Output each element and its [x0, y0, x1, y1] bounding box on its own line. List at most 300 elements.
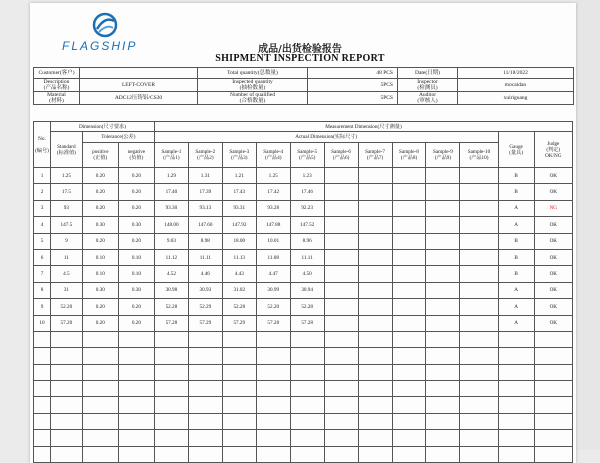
empty-cell — [82, 446, 118, 462]
sample-header-2 — [188, 143, 222, 168]
sample-2-value: 17.39 — [188, 184, 222, 200]
empty-cell — [34, 331, 51, 347]
standard-value: 52.20 — [50, 299, 82, 315]
sample-4-value: 11.08 — [256, 249, 290, 265]
sample-label-cn: (产品6) — [332, 155, 350, 161]
no-label: No. — [38, 135, 46, 142]
standard-value: 11 — [50, 249, 82, 265]
report-title-cn: 成品/出货检验报告 — [258, 44, 342, 55]
sample-label: Sample-1 — [161, 149, 182, 155]
positive-tol: 0.20 — [82, 184, 118, 200]
empty-cell — [426, 364, 460, 380]
empty-cell — [324, 381, 358, 397]
empty-cell — [534, 397, 572, 413]
empty-cell — [534, 430, 572, 446]
empty-cell — [188, 364, 222, 380]
sample-7-value — [358, 266, 392, 282]
sample-3-value: 11.13 — [222, 249, 256, 265]
negative-tol: 0.30 — [118, 217, 154, 233]
empty-cell — [50, 397, 82, 413]
empty-cell — [324, 348, 358, 364]
empty-cell — [222, 331, 256, 347]
sample-1-value: 30.98 — [154, 282, 188, 298]
empty-cell — [534, 446, 572, 462]
judge-value: OK — [534, 184, 572, 200]
header-row-customer — [34, 68, 574, 79]
empty-cell — [358, 381, 392, 397]
sample-1-value: 11.12 — [154, 249, 188, 265]
gauge-value: B — [498, 249, 534, 265]
no-header — [34, 122, 51, 168]
sample-label: Sample-2 — [195, 149, 216, 155]
sample-5-value: 57.28 — [290, 315, 324, 331]
empty-cell — [222, 446, 256, 462]
positive-tol: 0.10 — [82, 249, 118, 265]
sample-4-value: 4.47 — [256, 266, 290, 282]
empty-cell — [118, 413, 154, 429]
table-row — [34, 315, 573, 331]
empty-cell — [460, 446, 498, 462]
standard-value: 93 — [50, 200, 82, 216]
background-edge — [576, 0, 600, 450]
row-no: 3 — [34, 200, 51, 216]
empty-cell — [324, 364, 358, 380]
empty-cell — [392, 381, 426, 397]
standard-value: 4.5 — [50, 266, 82, 282]
empty-cell — [34, 446, 51, 462]
empty-cell — [358, 446, 392, 462]
empty-cell — [222, 413, 256, 429]
empty-cell — [34, 381, 51, 397]
empty-cell — [392, 331, 426, 347]
sample-6-value — [324, 168, 358, 184]
gauge-value: A — [498, 200, 534, 216]
sample-5-value: 147.52 — [290, 217, 324, 233]
sample-label-cn: (产品1) — [163, 155, 180, 161]
row-no: 8 — [34, 282, 51, 298]
empty-cell — [290, 413, 324, 429]
table-row — [34, 430, 573, 446]
sample-7-value — [358, 217, 392, 233]
table-row — [34, 168, 573, 184]
sample-label-cn: (产品9) — [434, 155, 452, 161]
qualified-label-cn: (合格数量) — [239, 98, 266, 104]
sample-1-value: 9.03 — [154, 233, 188, 249]
empty-cell — [34, 364, 51, 380]
empty-cell — [460, 348, 498, 364]
empty-cell — [222, 381, 256, 397]
sample-2-value: 147.60 — [188, 217, 222, 233]
gauge-value: B — [498, 233, 534, 249]
sample-header-9 — [426, 143, 460, 168]
negative-tol: 0.20 — [118, 233, 154, 249]
inspector-label-cn: (检测员) — [417, 85, 438, 91]
sample-7-value — [358, 233, 392, 249]
sample-10-value — [460, 282, 498, 298]
positive-tol: 0.10 — [82, 266, 118, 282]
empty-cell — [498, 446, 534, 462]
sample-label: Sample-5 — [297, 149, 318, 155]
empty-cell — [534, 413, 572, 429]
sample-header-3 — [222, 143, 256, 168]
row-no: 10 — [34, 315, 51, 331]
empty-cell — [290, 381, 324, 397]
empty-cell — [392, 397, 426, 413]
empty-cell — [50, 381, 82, 397]
table-header-row-2 — [34, 132, 573, 143]
empty-cell — [358, 331, 392, 347]
sample-8-value — [392, 184, 426, 200]
gauge-value: A — [498, 299, 534, 315]
sample-3-value: 17.43 — [222, 184, 256, 200]
sample-8-value — [392, 266, 426, 282]
empty-cell — [82, 413, 118, 429]
judge-value: OK — [534, 266, 572, 282]
tolerance-header: Tolerance(公差) — [82, 132, 154, 143]
sample-10-value — [460, 233, 498, 249]
sample-3-value: 18.00 — [222, 233, 256, 249]
empty-cell — [498, 331, 534, 347]
empty-cell — [188, 430, 222, 446]
sample-6-value — [324, 266, 358, 282]
empty-cell — [534, 348, 572, 364]
empty-cell — [290, 331, 324, 347]
empty-cell — [118, 331, 154, 347]
row-no: 5 — [34, 233, 51, 249]
empty-cell — [82, 364, 118, 380]
sample-1-value: 17.40 — [154, 184, 188, 200]
table-row — [34, 217, 573, 233]
sample-1-value: 1.29 — [154, 168, 188, 184]
sample-label-cn: (产品7) — [366, 155, 384, 161]
sample-2-value: 4.46 — [188, 266, 222, 282]
customer-label: Customer(客户) — [34, 68, 80, 79]
judge-header — [534, 132, 572, 168]
sample-9-value — [426, 315, 460, 331]
empty-cell — [358, 397, 392, 413]
sample-6-value — [324, 282, 358, 298]
empty-cell — [534, 381, 572, 397]
standard-value: 17.5 — [50, 184, 82, 200]
empty-cell — [154, 364, 188, 380]
sample-header-1 — [154, 143, 188, 168]
negative-header — [118, 143, 154, 168]
judge-label-cn: (判定) — [546, 146, 561, 153]
standard-label: Standard — [57, 143, 76, 150]
sample-header-6 — [324, 143, 358, 168]
row-no: 7 — [34, 266, 51, 282]
sample-9-value — [426, 249, 460, 265]
sample-1-value: 4.52 — [154, 266, 188, 282]
empty-cell — [392, 348, 426, 364]
empty-cell — [82, 430, 118, 446]
sample-5-value: 1.23 — [290, 168, 324, 184]
sample-3-value: 52.28 — [222, 299, 256, 315]
sample-8-value — [392, 282, 426, 298]
inspector-label: Inspector — [417, 79, 438, 85]
empty-cell — [358, 364, 392, 380]
auditor-label-cn: (审核人) — [417, 98, 438, 104]
empty-cell — [50, 348, 82, 364]
auditor-label: Auditor — [418, 92, 437, 98]
sample-4-value: 30.99 — [256, 282, 290, 298]
empty-cell — [222, 364, 256, 380]
empty-cell — [118, 348, 154, 364]
sample-6-value — [324, 299, 358, 315]
inspector-value: mocaidan — [458, 79, 574, 92]
empty-cell — [34, 430, 51, 446]
sample-2-value: 30.93 — [188, 282, 222, 298]
empty-cell — [256, 430, 290, 446]
empty-cell — [154, 381, 188, 397]
sample-1-value: 93.30 — [154, 200, 188, 216]
negative-tol: 0.10 — [118, 266, 154, 282]
sample-6-value — [324, 315, 358, 331]
table-row — [34, 381, 573, 397]
empty-cell — [188, 381, 222, 397]
gauge-header — [498, 132, 534, 168]
sample-3-value: 31.02 — [222, 282, 256, 298]
empty-cell — [392, 430, 426, 446]
empty-cell — [256, 348, 290, 364]
sample-8-value — [392, 299, 426, 315]
negative-tol: 0.20 — [118, 184, 154, 200]
sample-6-value — [324, 249, 358, 265]
inspected-qty-label-cell — [198, 79, 308, 92]
empty-cell — [222, 397, 256, 413]
sample-label-cn: (产品10) — [469, 155, 489, 161]
empty-cell — [154, 430, 188, 446]
empty-cell — [222, 348, 256, 364]
negative-tol: 0.20 — [118, 315, 154, 331]
empty-cell — [358, 413, 392, 429]
negative-label-cn: (负值) — [129, 155, 144, 161]
empty-cell — [426, 413, 460, 429]
table-row — [34, 413, 573, 429]
judge-label: Judge — [547, 140, 560, 147]
sample-label: Sample-9 — [432, 149, 453, 155]
sample-label-cn: (产品2) — [197, 155, 214, 161]
sample-1-value: 148.00 — [154, 217, 188, 233]
sample-3-value: 1.21 — [222, 168, 256, 184]
sample-8-value — [392, 233, 426, 249]
table-row — [34, 299, 573, 315]
sample-label: Sample-7 — [365, 149, 385, 155]
empty-cell — [534, 364, 572, 380]
empty-cell — [118, 381, 154, 397]
report-title-en: SHIPMENT INSPECTION REPORT — [215, 53, 385, 64]
total-qty-label: Total quantity(总数量) — [198, 68, 308, 79]
inspected-qty-label: Inspected quantity — [232, 79, 273, 85]
empty-cell — [498, 397, 534, 413]
empty-cell — [188, 331, 222, 347]
table-row — [34, 233, 573, 249]
positive-tol: 0.30 — [82, 217, 118, 233]
sample-2-value: 93.13 — [188, 200, 222, 216]
material-label-cn: (材料) — [49, 98, 64, 104]
empty-cell — [290, 397, 324, 413]
sample-3-value: 4.43 — [222, 266, 256, 282]
sample-10-value — [460, 184, 498, 200]
empty-cell — [460, 381, 498, 397]
empty-cell — [188, 446, 222, 462]
empty-cell — [460, 430, 498, 446]
empty-cell — [222, 430, 256, 446]
sample-10-value — [460, 168, 498, 184]
empty-cell — [498, 413, 534, 429]
sample-10-value — [460, 200, 498, 216]
gauge-label: Gauge — [509, 143, 523, 150]
table-row — [34, 331, 573, 347]
description-label-cell — [34, 79, 80, 92]
empty-cell — [290, 430, 324, 446]
customer-value — [80, 68, 198, 79]
sample-4-value: 1.25 — [256, 168, 290, 184]
sample-5-value: 8.96 — [290, 233, 324, 249]
header-row-description — [34, 79, 574, 92]
description-label: Description — [43, 79, 70, 85]
material-label: Material — [47, 92, 66, 98]
judge-value: OK — [534, 299, 572, 315]
sample-header-5 — [290, 143, 324, 168]
sample-8-value — [392, 217, 426, 233]
sample-header-4 — [256, 143, 290, 168]
sample-3-value: 147.92 — [222, 217, 256, 233]
row-no: 6 — [34, 249, 51, 265]
sample-8-value — [392, 200, 426, 216]
empty-cell — [324, 446, 358, 462]
empty-cell — [256, 331, 290, 347]
dimension-header: Dimension(尺寸要求) — [50, 122, 154, 132]
actual-header: Actual Dimension(实际尺寸) — [154, 132, 498, 143]
empty-cell — [50, 430, 82, 446]
sample-10-value — [460, 315, 498, 331]
empty-cell — [154, 348, 188, 364]
sample-9-value — [426, 233, 460, 249]
empty-cell — [256, 413, 290, 429]
sample-5-value: 92.23 — [290, 200, 324, 216]
negative-tol: 0.20 — [118, 200, 154, 216]
empty-cell — [118, 446, 154, 462]
empty-cell — [50, 364, 82, 380]
sample-4-value: 93.28 — [256, 200, 290, 216]
negative-tol: 0.20 — [118, 168, 154, 184]
judge-value: OK — [534, 233, 572, 249]
empty-cell — [392, 413, 426, 429]
gauge-value: B — [498, 168, 534, 184]
positive-tol: 0.30 — [82, 282, 118, 298]
empty-cell — [358, 348, 392, 364]
sample-5-value: 17.46 — [290, 184, 324, 200]
sample-3-value: 93.31 — [222, 200, 256, 216]
sample-2-value: 52.29 — [188, 299, 222, 315]
standard-label-cn: (标准值) — [56, 149, 76, 156]
table-row — [34, 446, 573, 462]
sample-9-value — [426, 299, 460, 315]
negative-tol: 0.30 — [118, 282, 154, 298]
inspector-label-cell — [398, 79, 458, 92]
positive-tol: 0.20 — [82, 168, 118, 184]
table-row — [34, 184, 573, 200]
empty-cell — [82, 331, 118, 347]
table-row — [34, 397, 573, 413]
empty-cell — [324, 397, 358, 413]
gauge-label-cn: (量具) — [509, 149, 524, 156]
empty-cell — [154, 397, 188, 413]
sample-label-cn: (产品3) — [231, 155, 248, 161]
logo-wordmark: FLAGSHIP — [62, 39, 138, 53]
empty-cell — [290, 446, 324, 462]
sample-2-value: 57.29 — [188, 315, 222, 331]
sample-9-value — [426, 184, 460, 200]
globe-icon — [92, 12, 118, 38]
sample-4-value: 10.01 — [256, 233, 290, 249]
empty-cell — [154, 446, 188, 462]
table-header-row-3 — [34, 143, 573, 168]
empty-cell — [498, 364, 534, 380]
inspected-qty-label-cn: (抽检数量) — [239, 85, 266, 91]
sample-7-value — [358, 282, 392, 298]
sample-7-value — [358, 200, 392, 216]
sample-9-value — [426, 217, 460, 233]
date-label: Date(日期) — [398, 68, 458, 79]
sample-3-value: 57.29 — [222, 315, 256, 331]
qualified-label: Number of qualified — [230, 92, 275, 98]
sample-10-value — [460, 217, 498, 233]
positive-tol: 0.20 — [82, 233, 118, 249]
sample-label: Sample-6 — [331, 149, 352, 155]
auditor-value: xuiriguang — [458, 92, 574, 105]
empty-cell — [50, 446, 82, 462]
empty-cell — [118, 430, 154, 446]
empty-cell — [82, 397, 118, 413]
empty-cell — [118, 397, 154, 413]
sample-label-cn: (产品8) — [400, 155, 418, 161]
sample-1-value: 52.28 — [154, 299, 188, 315]
sample-2-value: 8.98 — [188, 233, 222, 249]
report-header-table — [33, 67, 574, 105]
sample-9-value — [426, 168, 460, 184]
empty-cell — [498, 381, 534, 397]
sample-4-value: 52.20 — [256, 299, 290, 315]
empty-cell — [34, 397, 51, 413]
sample-10-value — [460, 299, 498, 315]
sample-10-value — [460, 249, 498, 265]
empty-cell — [118, 364, 154, 380]
gauge-value: A — [498, 217, 534, 233]
positive-label: positive — [92, 149, 109, 155]
sample-8-value — [392, 249, 426, 265]
qualified-label-cell — [198, 92, 308, 105]
empty-cell — [324, 413, 358, 429]
empty-cell — [324, 331, 358, 347]
positive-label-cn: (正值) — [93, 155, 108, 161]
empty-cell — [460, 331, 498, 347]
sample-header-8 — [392, 143, 426, 168]
sample-label-cn: (产品4) — [265, 155, 282, 161]
empty-cell — [460, 397, 498, 413]
sample-7-value — [358, 299, 392, 315]
positive-tol: 0.20 — [82, 299, 118, 315]
empty-cell — [82, 381, 118, 397]
judge-label-en2: OK/NG — [545, 152, 562, 159]
empty-cell — [426, 397, 460, 413]
empty-cell — [324, 430, 358, 446]
sample-10-value — [460, 266, 498, 282]
empty-cell — [50, 331, 82, 347]
empty-cell — [290, 364, 324, 380]
inspected-qty-value: 5PCS — [308, 79, 398, 92]
